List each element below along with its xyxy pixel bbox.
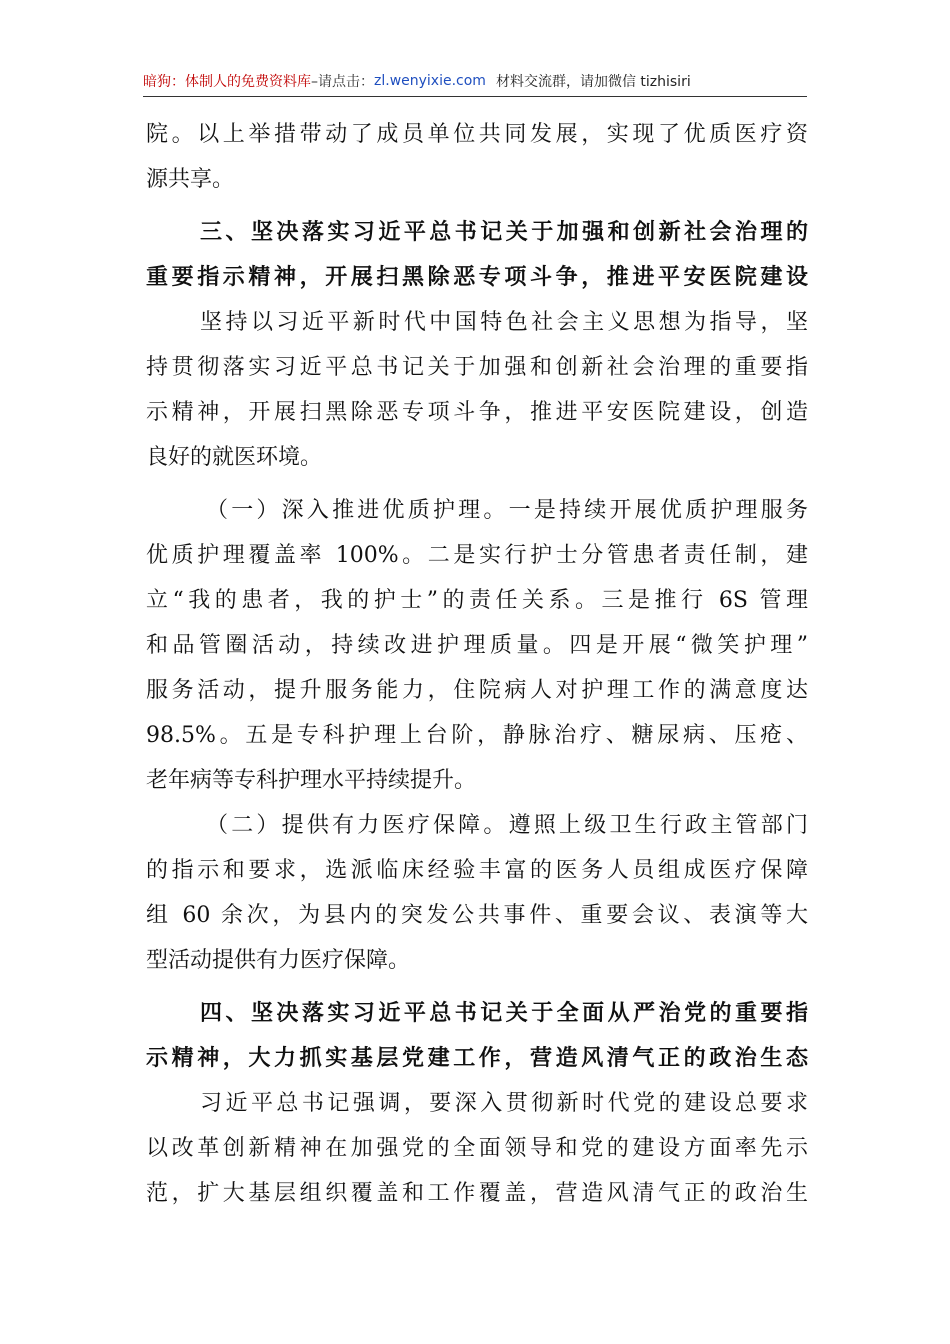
document-body	[146, 112, 808, 1216]
paragraph-line: 型活动提供有力医疗保障。	[146, 948, 411, 973]
paragraph-line: 老年病等专科护理水平持续提升。	[146, 768, 477, 793]
paragraph-line: 的指示和要求，选派临床经验丰富的医务人员组成医疗保障	[146, 858, 808, 883]
paragraph-line: 和品管圈活动，持续改进护理质量。四是开展“微笑护理”	[146, 633, 808, 658]
paragraph-line: 立“我的患者，我的护士”的责任关系。三是推行 6S 管理	[146, 588, 808, 613]
paragraph-line: 以改革创新精神在加强党的全面领导和党的建设方面率先示	[146, 1136, 808, 1161]
paragraph-line: 优质护理覆盖率 100%。二是实行护士分管患者责任制，建	[146, 543, 808, 568]
paragraph-line: 范，扩大基层组织覆盖和工作覆盖，营造风清气正的政治生	[146, 1181, 808, 1206]
paragraph-line: 服务活动，提升服务能力，住院病人对护理工作的满意度达	[146, 678, 808, 703]
header-group-note: 材料交流群，请加微信 tizhisiri	[495, 74, 691, 90]
paragraph-line: 习近平总书记强调，要深入贯彻新时代党的建设总要求	[200, 1091, 808, 1116]
paragraph-line: （二）提供有力医疗保障。遵照上级卫生行政主管部门	[206, 813, 808, 838]
paragraph-line: 院。以上举措带动了成员单位共同发展，实现了优质医疗资	[146, 122, 808, 147]
section-heading-4-line: 示精神，大力抓实基层党建工作，营造风清气正的政治生态	[146, 1046, 808, 1071]
section-heading-3-line: 三、坚决落实习近平总书记关于加强和创新社会治理的	[200, 220, 808, 245]
paragraph-line: （一）深入推进优质护理。一是持续开展优质护理服务	[206, 498, 808, 523]
paragraph-line: 良好的就医环境。	[146, 445, 323, 470]
header-brand: 暗狗：体制人的免费资料库	[143, 74, 311, 90]
header-link[interactable]: zl.wenyixie.com	[374, 73, 486, 89]
paragraph-line: 持贯彻落实习近平总书记关于加强和创新社会治理的重要指	[146, 355, 808, 380]
paragraph-line: 组 60 余次，为县内的突发公共事件、重要会议、表演等大	[146, 903, 808, 928]
paragraph-line: 源共享。	[146, 167, 235, 192]
paragraph-line: 坚持以习近平新时代中国特色社会主义思想为指导，坚	[200, 310, 808, 335]
page-header	[143, 66, 807, 97]
paragraph-line: 98.5%。五是专科护理上台阶，静脉治疗、糖尿病、压疮、	[146, 723, 808, 748]
section-heading-3-line: 重要指示精神，开展扫黑除恶专项斗争，推进平安医院建设	[146, 265, 808, 290]
header-prompt: –请点击：	[311, 74, 374, 90]
paragraph-line: 示精神，开展扫黑除恶专项斗争，推进平安医院建设，创造	[146, 400, 808, 425]
section-heading-4-line: 四、坚决落实习近平总书记关于全面从严治党的重要指	[200, 1001, 808, 1026]
